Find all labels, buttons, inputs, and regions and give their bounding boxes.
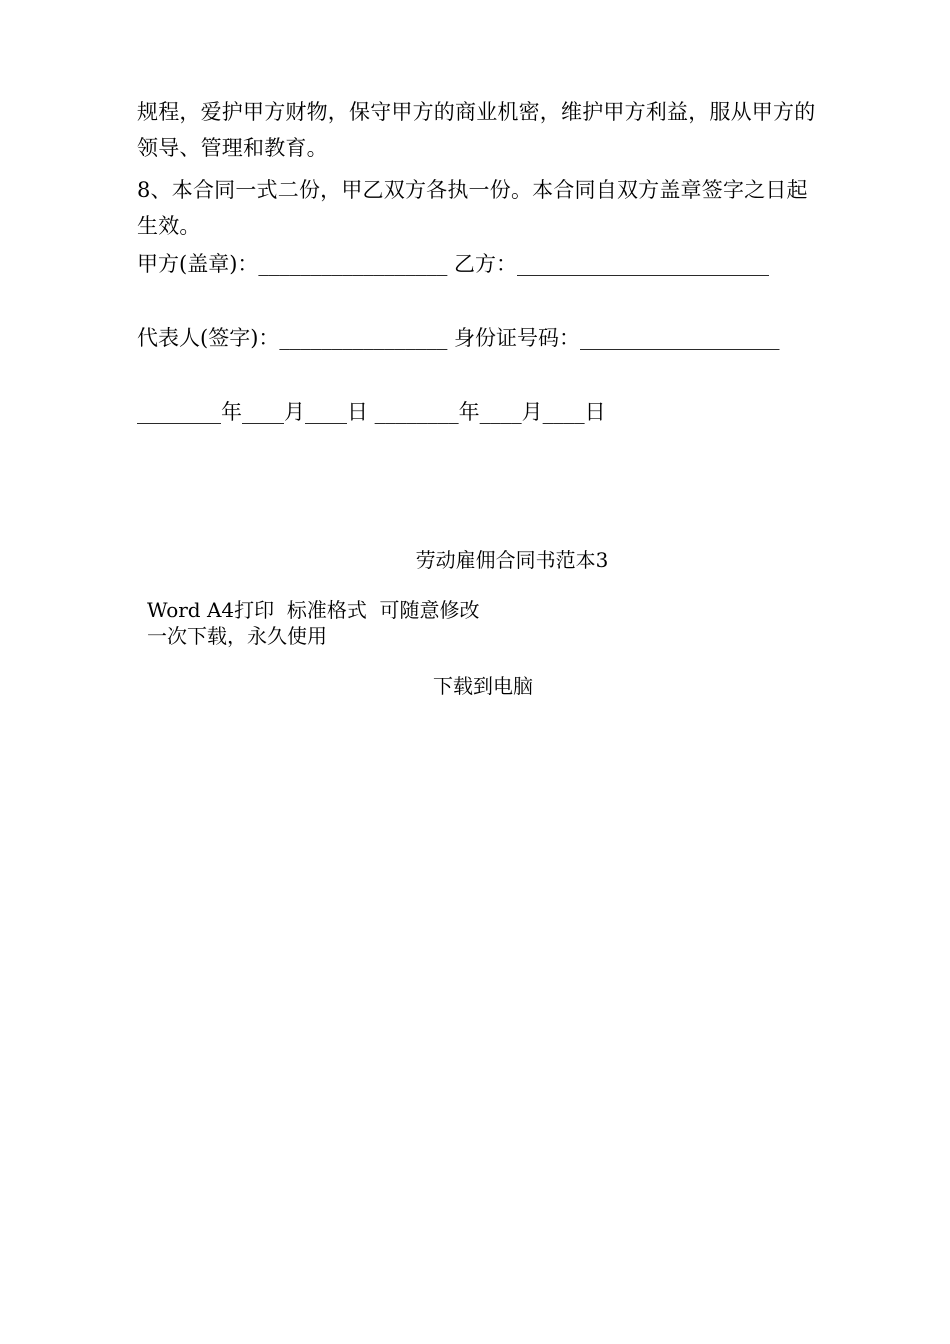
signature-line-representative-id: 代表人(签字)：________________ 身份证号码：___________________: [137, 326, 780, 350]
signature-date-line: ________年____月____日 ________年____月____日: [137, 400, 606, 424]
contract-clause-8: 8、本合同一式二份，甲乙双方各执一份。本合同自双方盖章签字之日起生效。: [137, 178, 808, 238]
download-to-computer-link[interactable]: 下载到电脑: [433, 674, 533, 698]
signature-line-party-a-b: 甲方(盖章)：__________________ 乙方：________________________: [137, 252, 770, 276]
contract-paragraph-continuation: 规程，爱护甲方财物，保守甲方的商业机密，维护甲方利益，服从甲方的领导、管理和教育。: [137, 100, 816, 160]
promo-title: 劳动雇佣合同书范本3: [415, 548, 609, 572]
promo-usage-line: 一次下载，永久使用: [147, 624, 327, 648]
promo-feature-line: Word A4打印 标准格式 可随意修改: [147, 598, 480, 622]
